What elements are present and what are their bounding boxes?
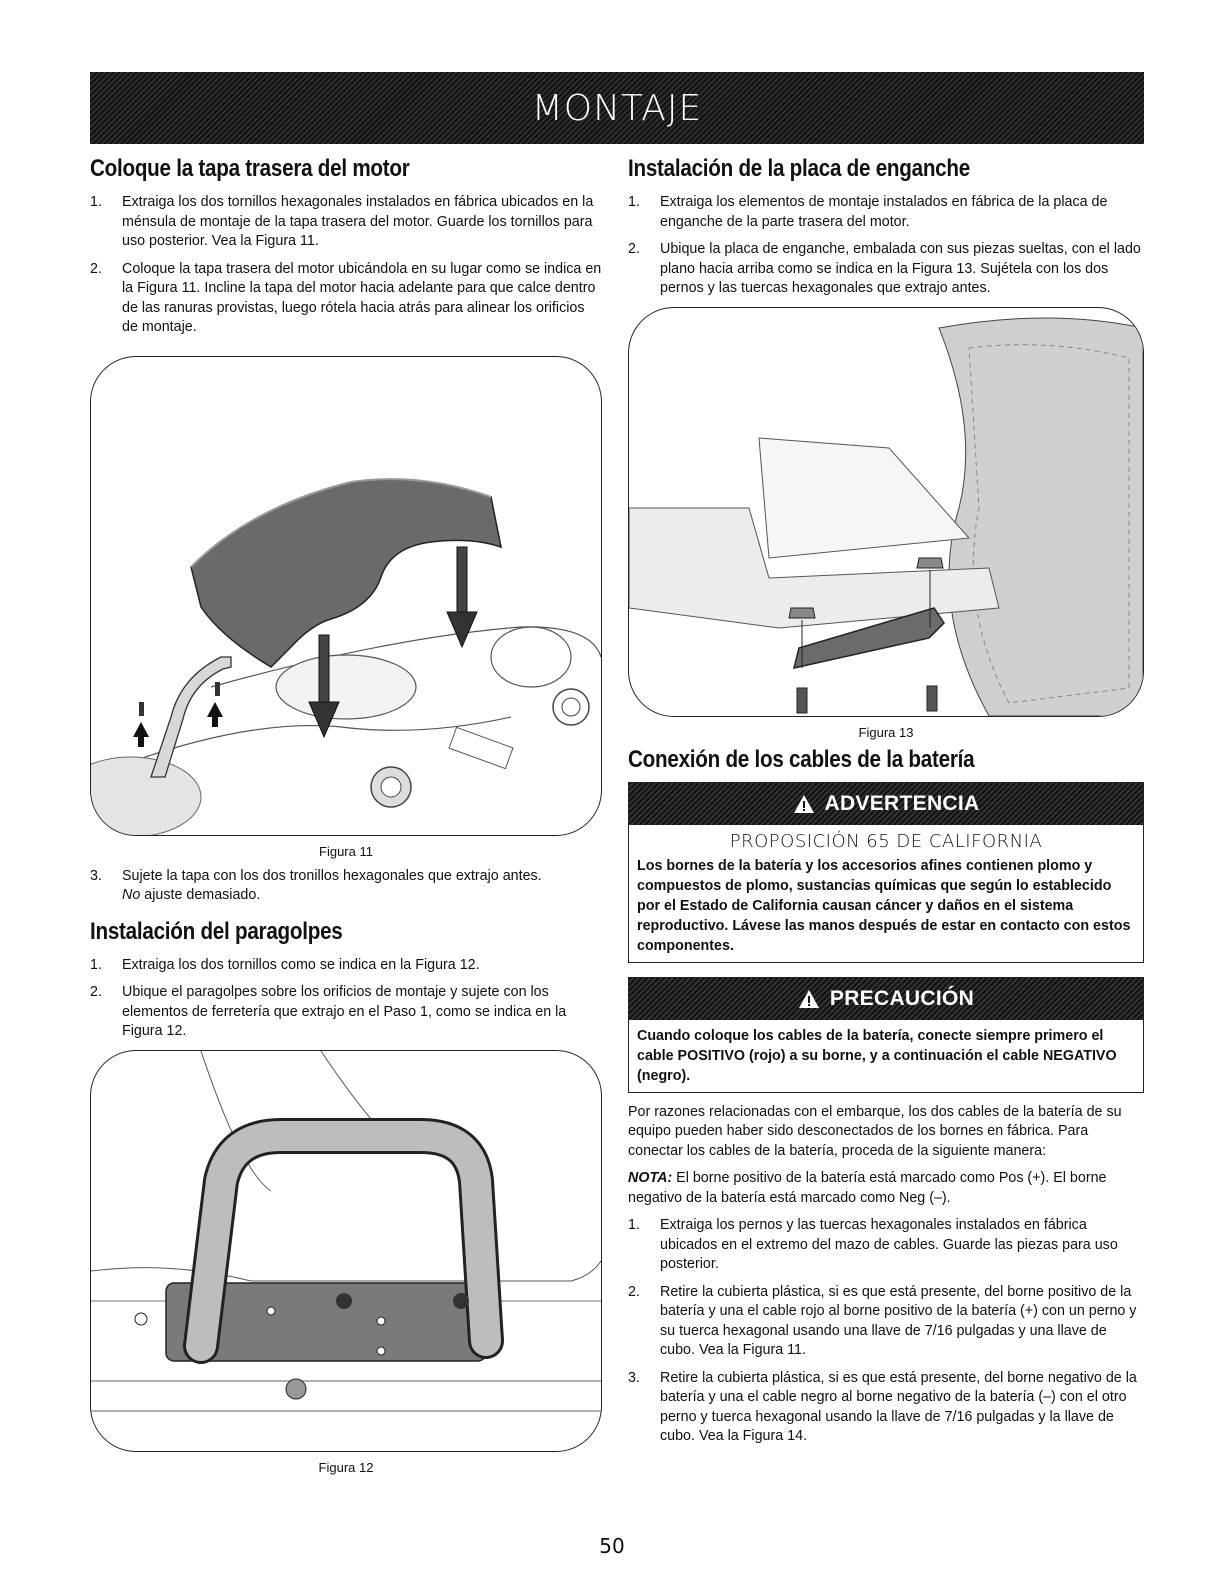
step-number: 1. [628, 194, 640, 210]
step-text: Ubique el paragolpes sobre los orificios de montaje y sujete con los elementos de ferretería que extrajo en el Paso 1, como se indica en la Figura 12. [122, 984, 567, 1039]
list-item [90, 956, 602, 976]
steps-tapa [90, 193, 602, 338]
list-item [628, 1216, 1144, 1275]
steps-paragolpes [90, 956, 602, 1042]
warning-box [628, 782, 1144, 963]
note-paragraph [628, 1169, 1144, 1208]
steps-tapa-cont [90, 867, 602, 906]
list-item [628, 1369, 1144, 1447]
section-title-tapa: Coloque la tapa trasera del motor [90, 155, 410, 182]
banner-title: MONTAJE [531, 87, 703, 129]
list-item [628, 1283, 1144, 1361]
steps-bateria [628, 1216, 1144, 1447]
step-text: Retire la cubierta plástica, si es que está presente, del borne positivo de la batería y una el cable rojo al borne positivo de la batería (+) con un perno y su tuerca hexagonal usando una llave de 7/16 pulgadas y una llave de cubo. Vea la Figura 11. [660, 1283, 1137, 1358]
step-text: ajuste demasiado. [140, 887, 261, 903]
up-arrow-icon [207, 702, 223, 727]
list-item [628, 240, 1144, 299]
step-number: 1. [628, 1217, 640, 1233]
warning-label: ADVERTENCIA [824, 791, 980, 815]
step-text: Sujete la tapa con los dos tronillos hexagonales que extrajo antes. [122, 867, 542, 884]
step-number: 1. [90, 194, 102, 210]
caution-box [628, 977, 1144, 1093]
step-text: Ubique la placa de enganche, embalada con sus piezas sueltas, con el lado plano hacia arriba como se indica en la Figura 13. Sujétela con los dos pernos y las tuercas hexagonales que extrajo antes. [660, 241, 1141, 296]
hitch-plate-illustration [629, 308, 1143, 716]
step-text: Extraiga los dos tornillos hexagonales instalados en fábrica ubicados en la ménsula de montaje de la tapa trasera del motor. Guarde los tornillos para uso posterior. Vea la Figura 11. [122, 194, 594, 249]
step-text: Extraiga los dos tornillos como se indica en la Figura 12. [122, 956, 480, 973]
figure-13 [628, 307, 1144, 717]
intro-paragraph: Por razones relacionadas con el embarque, los dos cables de la batería de su equipo pueden haber sido desconectados de los bornes en fábrica. Para conectar los cables de la batería, proceda de la siguiente manera: [628, 1103, 1122, 1159]
section-title-placa: Instalación de la placa de enganche [628, 155, 970, 182]
section-title-paragolpes: Instalación del paragolpes [90, 917, 343, 945]
figure-12-caption: Figura 12 [318, 1459, 374, 1475]
right-column [628, 155, 1144, 1455]
step-number: 1. [90, 956, 102, 973]
list-item [628, 193, 1144, 232]
warning-subtitle: PROPOSICIÓN 65 DE CALIFORNIA [729, 830, 1043, 852]
figure-11 [90, 356, 602, 836]
warning-text: Los bornes de la batería y los accesorios afines contienen plomo y compuestos de plomo, sustancias químicas que según lo establecido por el Estado de California causan cáncer y daños en el sistema reproductivo. Lávese las manos después de estar en contacto con estos componentes. [637, 857, 1131, 954]
section-banner [90, 72, 1144, 144]
list-item [90, 867, 602, 906]
step-number: 2. [628, 241, 640, 257]
list-item [90, 983, 602, 1042]
figure-12 [90, 1050, 602, 1452]
step-number: 2. [90, 260, 102, 277]
step-text: Extraiga los elementos de montaje instalados en fábrica de la placa de enganche de la parte trasera del motor. [660, 194, 1108, 230]
step-text: Retire la cubierta plástica, si es que está presente, del borne negativo de la batería y una el cable negro al borne negativo de la batería (–) con el otro perno y tuerca hexagonal usando la llave de 7/16 pulgadas y la llave de cubo. Vea la Figura 14. [660, 1369, 1137, 1444]
up-arrow-icon [133, 722, 149, 747]
engine-cover-illustration [91, 357, 601, 835]
caution-header [629, 978, 1143, 1020]
figure-13-caption: Figura 13 [858, 724, 914, 740]
figure-11-caption: Figura 11 [319, 843, 373, 859]
section-title-bateria: Conexión de los cables de la batería [628, 745, 975, 773]
warning-header [629, 783, 1143, 825]
caution-text: Cuando coloque los cables de la batería, conecte siempre primero el cable POSITIVO (rojo) a su borne, y a continuación el cable NEGATIVO (negro). [637, 1027, 1117, 1084]
list-item [90, 193, 602, 252]
list-item [90, 260, 602, 338]
left-column [90, 155, 602, 1475]
note-text: El borne positivo de la batería está marcado como Pos (+). El borne negativo de la batería está marcado como Neg (–). [628, 1170, 1107, 1206]
warning-triangle-icon [798, 989, 820, 1009]
step-text: Coloque la tapa trasera del motor ubicándola en su lugar como se indica en la Figura 11. Incline la tapa del motor hacia adelante para que calce dentro de las ranuras provistas, luego rótela hacia atrás para alinear los orificios de montaje. [122, 260, 602, 335]
bumper-illustration [91, 1051, 601, 1451]
step-number: 3. [90, 867, 102, 884]
steps-placa [628, 193, 1144, 299]
step-number: 3. [628, 1369, 640, 1386]
step-number: 2. [90, 984, 102, 1000]
emphasis-text: No [122, 887, 141, 903]
caution-label: PRECAUCIÓN [829, 986, 975, 1010]
warning-triangle-icon [793, 794, 815, 814]
step-text: Extraiga los pernos y las tuercas hexagonales instalados en fábrica ubicados en el extremo del mazo de cables. Guarde las piezas para uso posterior. [660, 1217, 1118, 1272]
note-label: NOTA: [628, 1170, 673, 1186]
page-number: 50 [599, 1534, 625, 1558]
step-number: 2. [628, 1283, 640, 1300]
